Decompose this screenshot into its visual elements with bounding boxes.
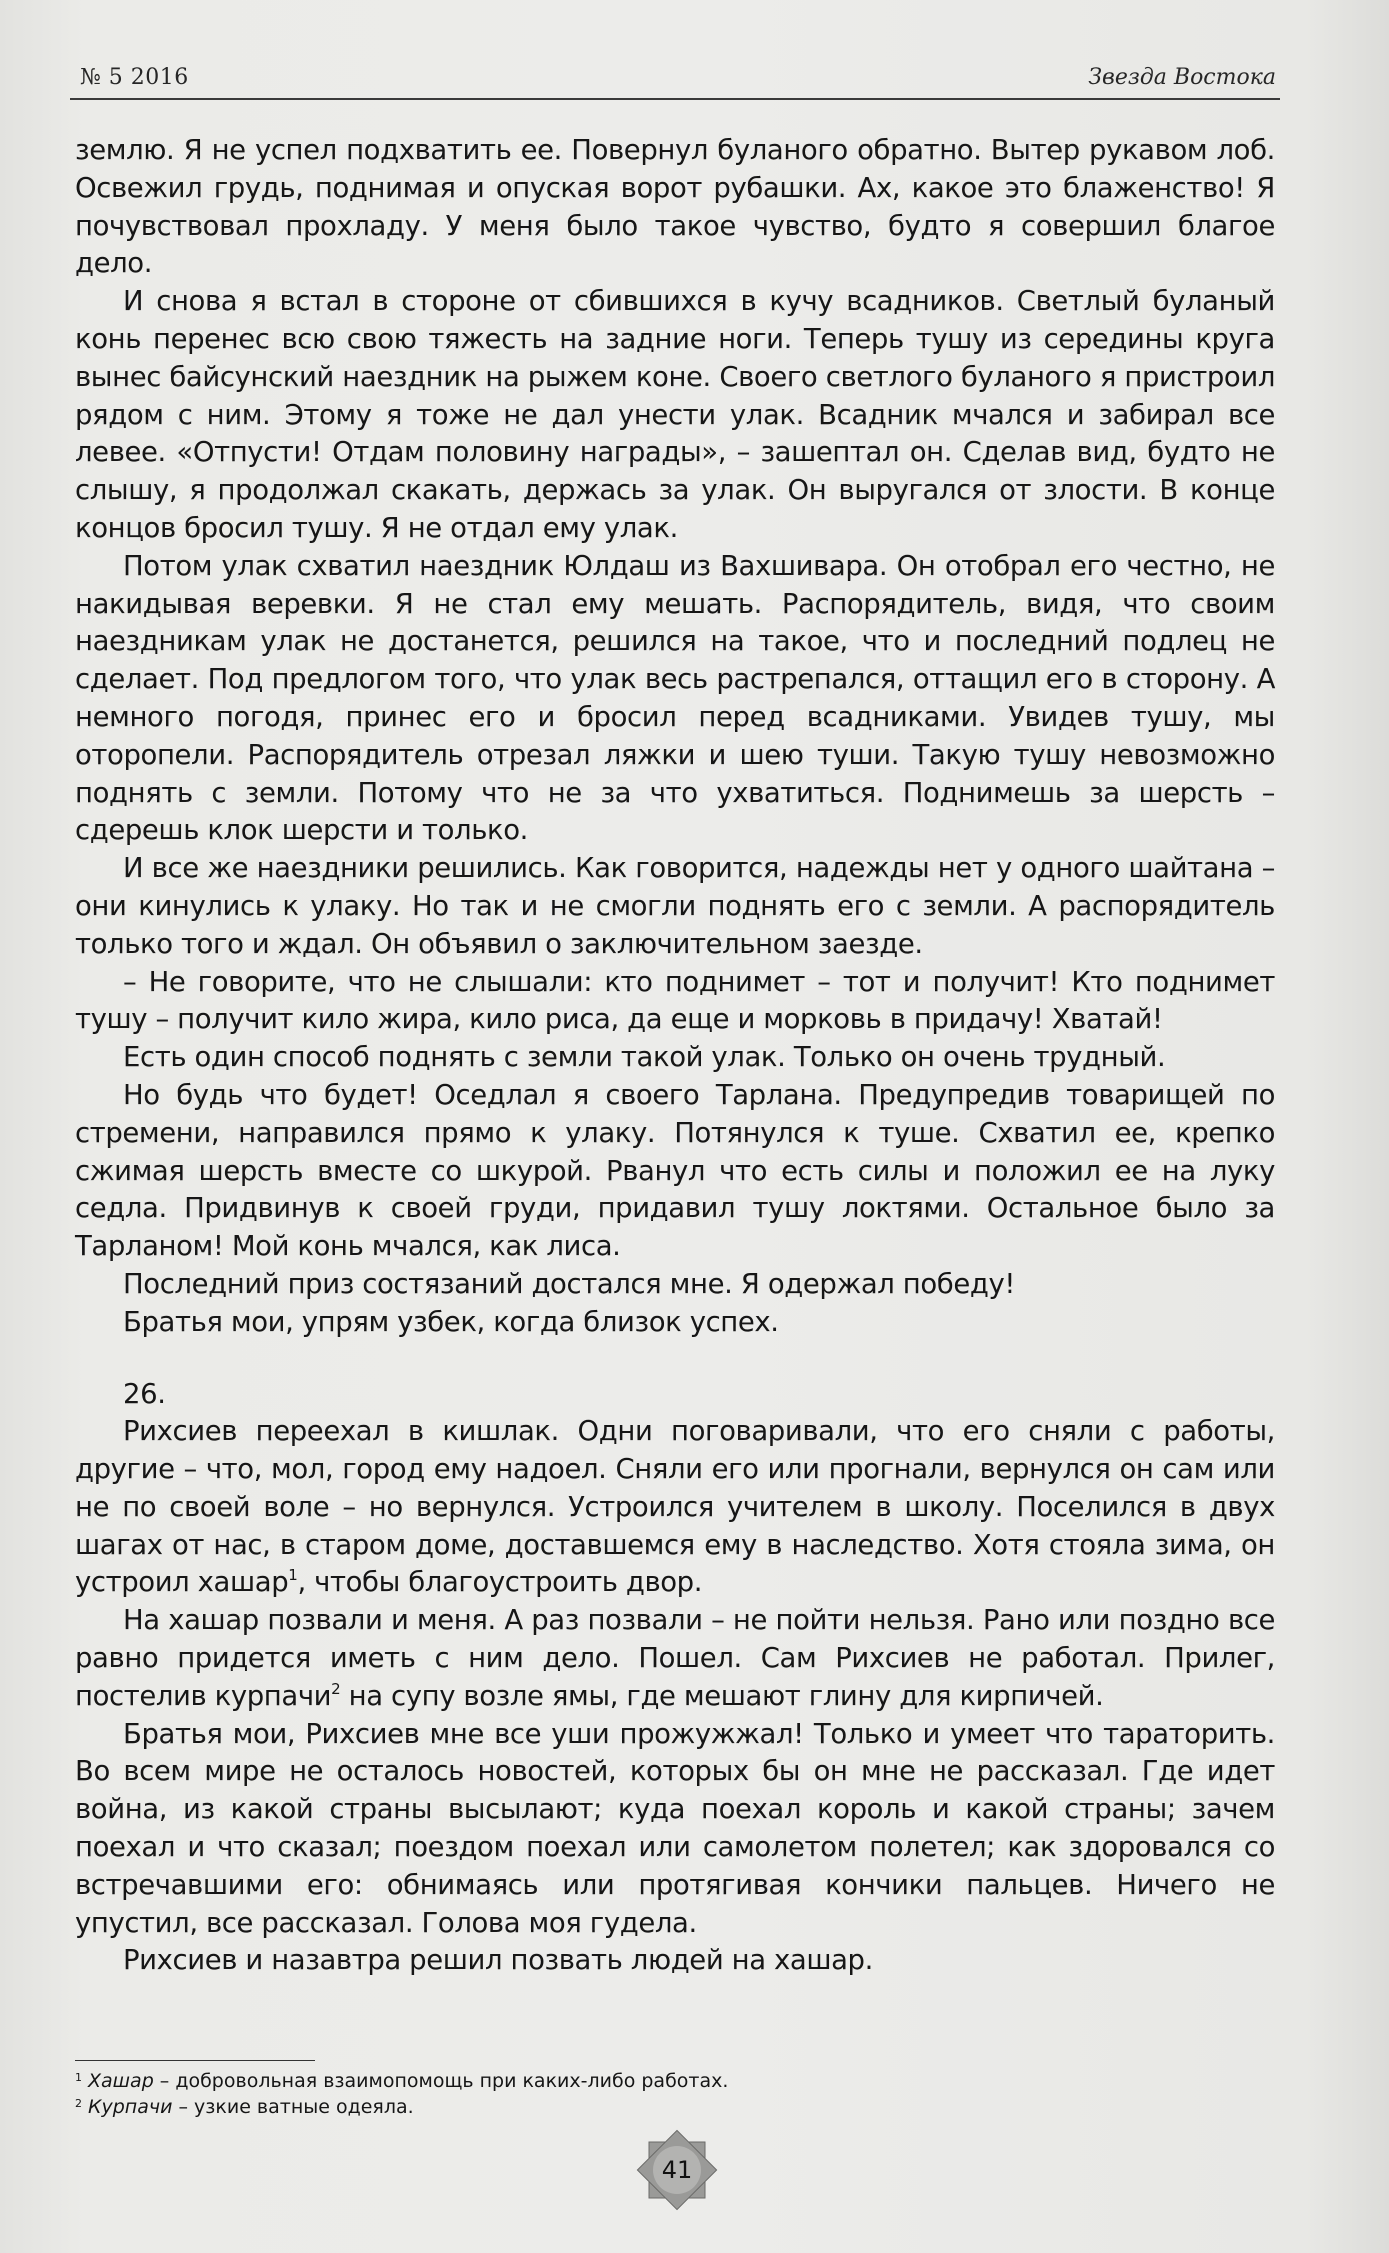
paragraph: Есть один способ поднять с земли такой улак. Только он очень трудный. bbox=[123, 1041, 1166, 1074]
paragraph bbox=[75, 1413, 1275, 1602]
footnote-divider bbox=[75, 2060, 315, 2061]
footnote-number: 1 bbox=[75, 2071, 82, 2084]
issue-number: № 5 2016 bbox=[80, 65, 189, 90]
footnotes bbox=[75, 2068, 1075, 2120]
chapter-number: 26. bbox=[123, 1377, 166, 1410]
paragraph-text: на супу возле ямы, где мешают глину для кирпичей. bbox=[340, 1679, 1104, 1712]
paragraph: Братья мои, Рихсиев мне все уши прожужжал! Только и умеет что тараторить. Во всем мире не осталось новостей, которых бы он мне не рассказал. Где идет война, из какой страны высылают; куда поехал король и какой страны; зачем поехал и что сказал; поездом поехал или самолетом полетел; как здоровался со встречавшими его: обнимаясь или протягивая кончики пальцев. Ничего не упустил, все рассказал. Голова моя гудела. bbox=[75, 1717, 1275, 1939]
paragraph: И все же наездники решились. Как говорится, надежды нет у одного шайтана – они кинулись к улаку. Но так и не смогли поднять его с земли. А распорядитель только того и ждал. Он объявил о заключительном заезде. bbox=[75, 852, 1275, 960]
paragraph: И снова я встал в стороне от сбившихся в кучу всадников. Светлый буланый конь перенес всю свою тяжесть на задние ноги. Теперь тушу из середины круга вынес байсунский наездник на рыжем коне. Своего светлого буланого я пристроил рядом с ним. Этому я тоже не дал унести улак. Всадник мчался и забирал все левее. «Отпусти! Отдам половину награды», – зашептал он. Сделав вид, будто не слышу, я продолжал скакать, держась за улак. Он выругался от злости. В конце концов бросил тушу. Я не отдал ему улак. bbox=[75, 285, 1275, 544]
page-number-ornament bbox=[635, 2128, 719, 2212]
paragraph: Братья мои, упрям узбек, когда близок успех. bbox=[123, 1305, 779, 1338]
paragraph: Рихсиев и назавтра решил позвать людей на хашар. bbox=[123, 1944, 873, 1977]
page-number: 41 bbox=[661, 2156, 693, 2184]
magazine-title: Звезда Востока bbox=[1088, 65, 1276, 90]
paragraph-text: Рихсиев переехал в кишлак. Одни поговаривали, что его сняли с работы, другие – что, мол, город ему надоел. Сняли его или прогнали, вернулся он сам или не по своей воле – но вернулся. Устроился учителем в школу. Поселился в двух шагах от нас, в старом доме, доставшемся ему в наследство. Хотя стояла зима, он устроил хашар bbox=[75, 1415, 1275, 1599]
footnote-term: Курпачи bbox=[88, 2096, 173, 2118]
footnote bbox=[75, 2068, 1075, 2094]
footnote-mark: 1 bbox=[288, 1566, 298, 1585]
footnote-text: – узкие ватные одеяла. bbox=[172, 2096, 414, 2118]
paragraph-text: На хашар позвали и меня. А раз позвали – не пойти нельзя. Рано или поздно все равно придется иметь с ним дело. Пошел. Сам Рихсиев не работал. Прилег, постелив курпачи bbox=[75, 1604, 1275, 1712]
footnote bbox=[75, 2094, 1075, 2120]
footnote-term: Хашар bbox=[88, 2070, 154, 2092]
paragraph bbox=[75, 1602, 1275, 1715]
paragraph: – Не говорите, что не слышали: кто поднимет – тот и получит! Кто поднимет тушу – получит кило жира, кило риса, да еще и морковь в придачу! Хватай! bbox=[75, 965, 1275, 1036]
paragraph: Но будь что будет! Оседлал я своего Тарлана. Предупредив товарищей по стремени, направился прямо к улаку. Потянулся к туше. Схватил ее, крепко сжимая шерсть вместе со шкурой. Рванул что есть силы и положил ее на луку седла. Придвинув к своей груди, придавил тушу локтями. Остальное было за Тарланом! Мой конь мчался, как лиса. bbox=[75, 1078, 1275, 1263]
article-body bbox=[75, 132, 1275, 1980]
running-header bbox=[70, 54, 1280, 100]
footnote-text: – добровольная взаимопомощь при каких-либо работах. bbox=[153, 2070, 729, 2092]
paragraph: Потом улак схватил наездник Юлдаш из Вахшивара. Он отобрал его честно, не накидывая веревки. Я не стал ему мешать. Распорядитель, видя, что своим наездникам улак не достанется, решился на такое, что и последний подлец не сделает. Под предлогом того, что улак весь растрепался, оттащил его в сторону. А немного погодя, принес его и бросил перед всадниками. Увидев тушу, мы оторопели. Распорядитель отрезал ляжки и шею туши. Такую тушу невозможно поднять с земли. Потому что не за что ухватиться. Поднимешь за шерсть – сдерешь клок шерсти и только. bbox=[75, 549, 1275, 847]
paragraph: землю. Я не успел подхватить ее. Повернул буланого обратно. Вытер рукавом лоб. Освежил грудь, поднимая и опуская ворот рубашки. Ах, какое это блаженство! Я почувствовал прохладу. У меня было такое чувство, будто я совершил благое дело. bbox=[75, 134, 1275, 280]
footnote-mark: 2 bbox=[331, 1679, 341, 1698]
paragraph: Последний приз состязаний достался мне. Я одержал победу! bbox=[123, 1267, 1015, 1300]
paragraph-text: , чтобы благоустроить двор. bbox=[297, 1566, 703, 1599]
footnote-number: 2 bbox=[75, 2097, 82, 2110]
